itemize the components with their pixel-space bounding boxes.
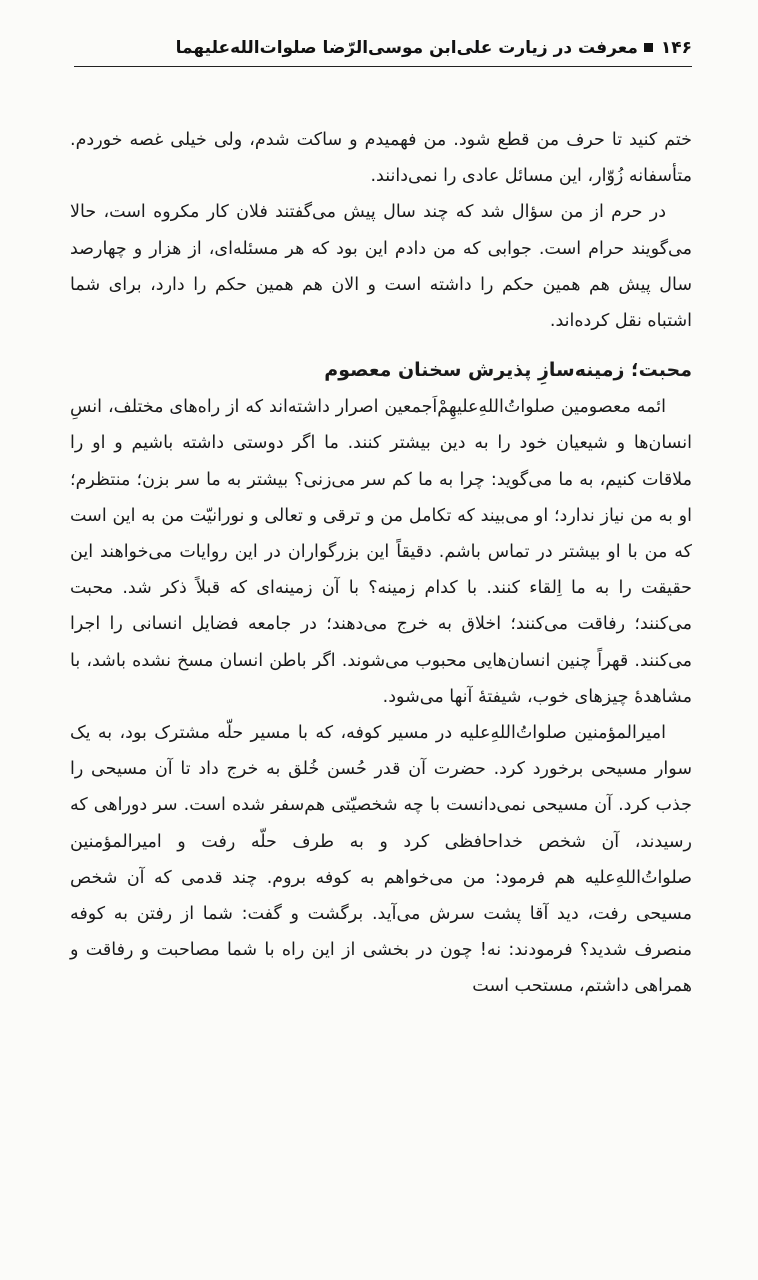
header-divider bbox=[74, 66, 692, 67]
paragraph-1: ختم کنید تا حرف من قطع شود. من فهمیدم و ساکت شدم، ولی خیلی غصه خوردم. متأسفانه زُوّار، این مسائل عادی را نمی‌دانند. bbox=[70, 130, 692, 187]
paragraph-4: امیرالمؤمنین صلواتُ‌اللهِ‌علیه در مسیر کوفه، که با مسیر حلّه مشترک بود، به یک سوار مسیحی برخورد کرد. حضرت آن قدر حُسن خُلق به خرج داد تا آن مسیحی را جذب کرد. آن مسیحی نمی‌دانست با چه شخصیّتی هم‌سفر شده است. سر دوراهی که رسیدند، آن شخص خداحافظی کرد و به طرف حلّه رفت و امیرالمؤمنین صلواتُ‌اللهِ‌علیه هم فرمود: من می‌خواهم به کوفه بروم. چند قدمی که آن شخص مسیحی رفت، دید آقا پشت سرش می‌آید. برگشت و گفت: شما از رفتن به کوفه منصرف شدید؟ فرمودند: نه! چون در بخشی از این راه با شما مصاحبت و رفاقت و همراهی داشتم، مستحب است bbox=[70, 723, 692, 997]
section-heading: محبت؛ زمینه‌سازِ پذیرش سخنان معصوم bbox=[324, 359, 692, 382]
page-number: ۱۴۶ bbox=[660, 38, 692, 58]
running-header bbox=[175, 36, 692, 60]
square-bullet-icon bbox=[644, 43, 653, 52]
paragraph-2: در حرم از من سؤال شد که چند سال پیش می‌گفتند فلان کار مکروه است، حالا می‌گویند حرام است. جوابی که من دادم این بود که هر مسئله‌ای، از هزار و چهارصد سال پیش هم همین حکم را داشته است و الان هم همین حکم را دارد، برای شما اشتباه نقل کرده‌اند. bbox=[70, 202, 692, 332]
paragraph-3: ائمه معصومین صلواتُ‌اللهِ‌علیهِمْ‌اَجمعین اصرار داشته‌اند که از راه‌های مختلف، انسِ انسان‌ها و شیعیان خود را به دین بیشتر کنند. ما اگر دوستی داشته باشیم و او را ملاقات کنیم، به ما می‌گوید: چرا به ما کم سر می‌زنی؟ بیشتر به ما سر بزن؛ منتظرم؛ او به من نیاز ندارد؛ او می‌بیند که تکامل من و ترقی و تعالی و نورانیّت من به این است که من با او بیشتر در تماس باشم. دقیقاً این بزرگواران در این روایات می‌خواهند این حقیقت را به ما اِلقاء کنند. با کدام زمینه؟ با آن زمینه‌ای که قبلاً ذکر شد. محبت می‌کنند؛ رفاقت می‌کنند؛ اخلاق به خرج می‌دهند؛ در جامعه فضایل انسانی را اجرا می‌کنند. قهراً چنین انسان‌هایی محبوب می‌شوند. اگر باطن انسان مسخ نشده باشد، با مشاهدهٔ چیزهای خوب، شیفتهٔ آنها می‌شود. bbox=[70, 397, 692, 707]
body-text bbox=[70, 122, 692, 1005]
running-title: معرفت در زیارت علی‌ابن موسی‌الرّضا صلوات‌الله‌علیهما bbox=[175, 38, 638, 58]
